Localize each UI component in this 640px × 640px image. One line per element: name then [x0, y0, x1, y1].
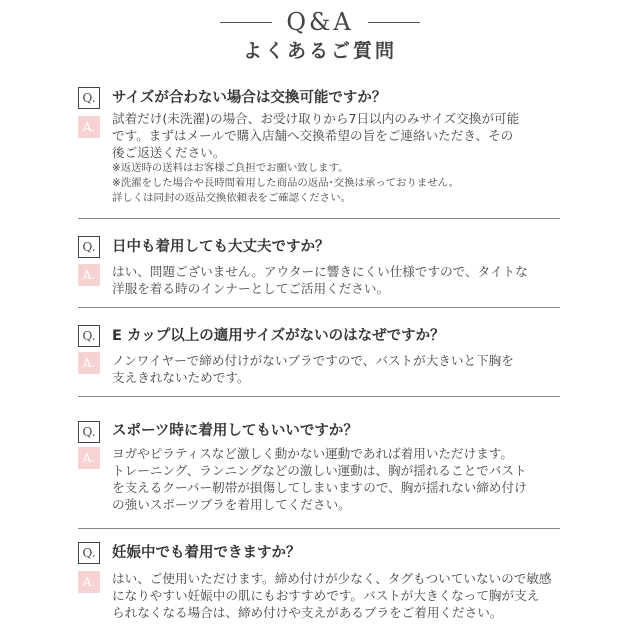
answer-badge: A.: [78, 447, 100, 469]
answer-note: ※返送時の送料はお客様ご負担でお願い致します。: [112, 162, 349, 174]
question-text: 妊娠中でも着用できますか？: [112, 545, 301, 561]
answer-badge: A.: [78, 264, 100, 286]
answer-line: 洋服を着る時のインナーとしてご活用ください。: [112, 281, 390, 296]
answer-line: 試着だけ(未洗濯)の場合、お受け取りから7日以内のみサイズ交換が可能: [112, 111, 520, 126]
question-text: スポーツ時に着用してもいいですか？: [112, 423, 358, 439]
answer-text: [112, 110, 568, 206]
answer-text: [112, 263, 568, 297]
answer-line: です。まずはメールで購入店舗へ交換希望の旨をご連絡いただき、その: [112, 128, 514, 143]
title-row: [0, 10, 640, 34]
question-badge: Q.: [78, 87, 100, 109]
answer-line: はい、ご使用いただけます。締め付けが少なく、タグもついていないので敏感: [112, 571, 552, 586]
page-subtitle: よくあるご質問: [242, 40, 397, 62]
answer-badge: A.: [78, 571, 100, 593]
question-text: E カップ以上の適用サイズがないのはなぜですか？: [112, 328, 445, 344]
question-badge: Q.: [78, 236, 100, 258]
question-text: サイズが合わない場合は交換可能ですか？: [112, 90, 387, 106]
answer-text: [112, 570, 568, 621]
question-badge: Q.: [78, 542, 100, 564]
divider: [78, 307, 560, 308]
answer-line: 後ご返送ください。: [112, 145, 226, 160]
divider: [78, 528, 560, 529]
answer-note: 詳しくは同封の返品交換依頼表をご確認ください。: [112, 192, 351, 204]
header: [0, 0, 640, 72]
answer-line: ヨガやピラティスなど激しく動かない運動であれば着用いただけます。: [112, 446, 513, 461]
answer-text: [112, 445, 568, 513]
answer-badge: A.: [78, 116, 100, 138]
answer-note: ※洗濯をした場合や長時間着用した商品の返品･交換は承っておりません。: [112, 177, 460, 189]
answer-line: ノンワイヤーで締め付けがないブラですので、バストが大きいと下胸を: [112, 353, 514, 368]
question-text: 日中も着用しても大丈夫ですか？: [112, 239, 330, 255]
answer-line: トレーニング、ランニングなどの激しい運動は、胸が揺れることでバスト: [112, 463, 527, 478]
answer-text: [112, 352, 568, 386]
title-line-right: [368, 22, 420, 23]
answer-line: はい、問題ございません。アウターに響きにくい仕様ですので、タイトな: [112, 264, 528, 279]
answer-badge: A.: [78, 352, 100, 374]
answer-line: になりやすい妊娠中の肌にもおすすめです。バストが大きくなって胸が支え: [112, 588, 540, 603]
answer-line: 支えきれないためです。: [112, 370, 250, 385]
title-line-left: [220, 22, 272, 23]
question-badge: Q.: [78, 421, 100, 443]
divider: [78, 218, 560, 219]
question-badge: Q.: [78, 325, 100, 347]
answer-line: の強いスポーツブラを着用してください。: [112, 497, 351, 512]
answer-line: られなくなる場合は、締め付けや支えがあるブラをご着用ください。: [112, 605, 503, 620]
divider: [78, 396, 560, 397]
page-title: Q&A: [286, 8, 354, 36]
answer-line: を支えるクーパー靭帯が損傷してしまいますので、胸が揺れない締め付け: [112, 480, 527, 495]
